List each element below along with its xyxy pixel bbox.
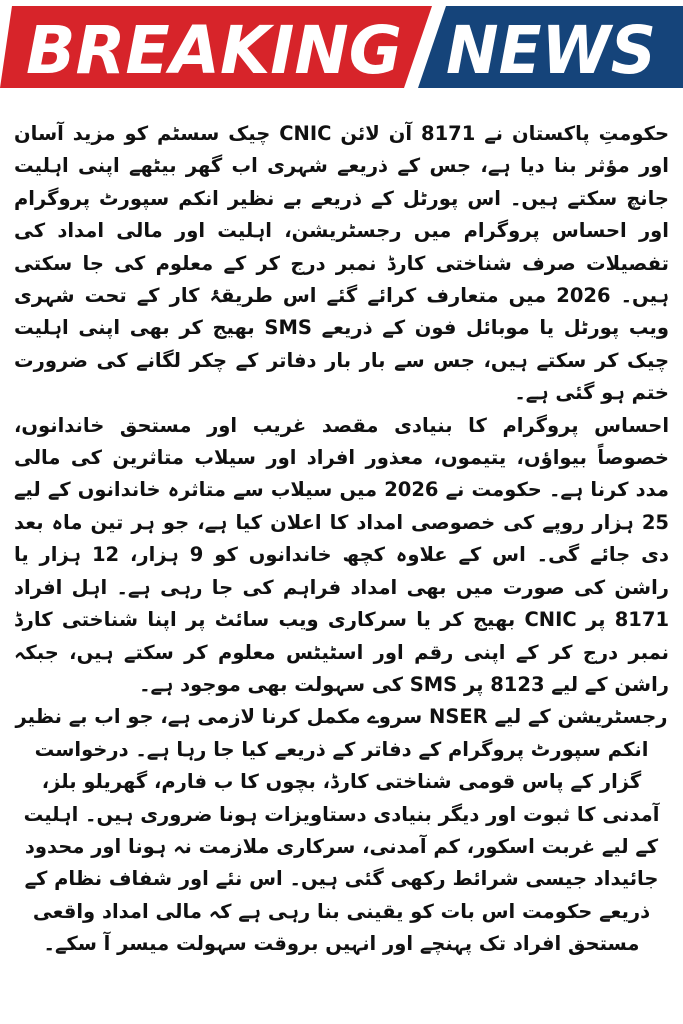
article-body <box>14 118 669 961</box>
article-paragraph: رجسٹریشن کے لیے NSER سروے مکمل کرنا لازمی ہے، جو اب بے نظیر انکم سپورٹ پروگرام کے دفاتر کے ذریعے کیا جا رہا ہے۔ درخواست گزار کے پاس قومی شناختی کارڈ، بچوں کا ب فارم، گھریلو بلز، آمدنی کا ثبوت اور دیگر بنیادی دستاویزات ہونا ضروری ہیں۔ اہلیت کے لیے غربت اسکور، کم آمدنی، سرکاری ملازمت نہ ہونا اور محدود جائیداد جیسی شرائط رکھی گئی ہیں۔ اس نئے اور شفاف نظام کے ذریعے حکومت اس بات کو یقینی بنا رہی ہے کہ مالی امداد واقعی مستحق افراد تک پہنچے اور انہیں بروقت سہولت میسر آ سکے۔ <box>15 705 668 956</box>
article-paragraph: احساس پروگرام کا بنیادی مقصد غریب اور مستحق خاندانوں، خصوصاً بیواؤں، یتیموں، معذور افراد اور سیلاب متاثرین کی مالی مدد کرنا ہے۔ حکومت نے 2026 میں سیلاب سے متاثرہ خاندانوں کے لیے 25 ہزار روپے کی خصوصی امداد کا اعلان کیا ہے، جو ہر تین ماہ بعد دی جائے گی۔ اس کے علاوہ کچھ خاندانوں کو 9 ہزار، 12 ہزار یا راشن کی صورت میں بھی امداد فراہم کی جا رہی ہے۔ اہل افراد 8171 پر CNIC بھیج کر یا سرکاری ویب سائٹ پر اپنا شناختی کارڈ نمبر درج کر کے اپنی رقم اور اسٹیٹس معلوم کر سکتے ہیں، جبکہ راشن کے لیے 8123 پر SMS کی سہولت بھی موجود ہے۔ <box>14 413 670 696</box>
article-paragraph: حکومتِ پاکستان نے 8171 آن لائن CNIC چیک سسٹم کو مزید آسان اور مؤثر بنا دیا ہے، جس کے ذریعے شہری اب گھر بیٹھے اپنی اہلیت جانچ سکتے ہیں۔ اس پورٹل کے ذریعے بے نظیر انکم سپورٹ پروگرام اور احساس پروگرام میں رجسٹریشن، اہلیت اور مالی امداد کی تفصیلات صرف شناختی کارڈ نمبر درج کر کے معلوم کی جا سکتی ہیں۔ 2026 میں متعارف کرائے گئے اس طریقۂ کار کے تحت شہری ویب پورٹل یا موبائل فون کے ذریعے SMS بھیج کر بھی اپنی اہلیت چیک کر سکتے ہیں، جس سے بار بار دفاتر کے چکر لگانے کی ضرورت ختم ہو گئی ہے۔ <box>14 122 669 405</box>
banner-graphic <box>0 0 683 96</box>
banner-word-breaking: BREAKING <box>26 12 402 89</box>
breaking-news-banner <box>0 0 683 96</box>
banner-word-news: NEWS <box>446 12 656 89</box>
